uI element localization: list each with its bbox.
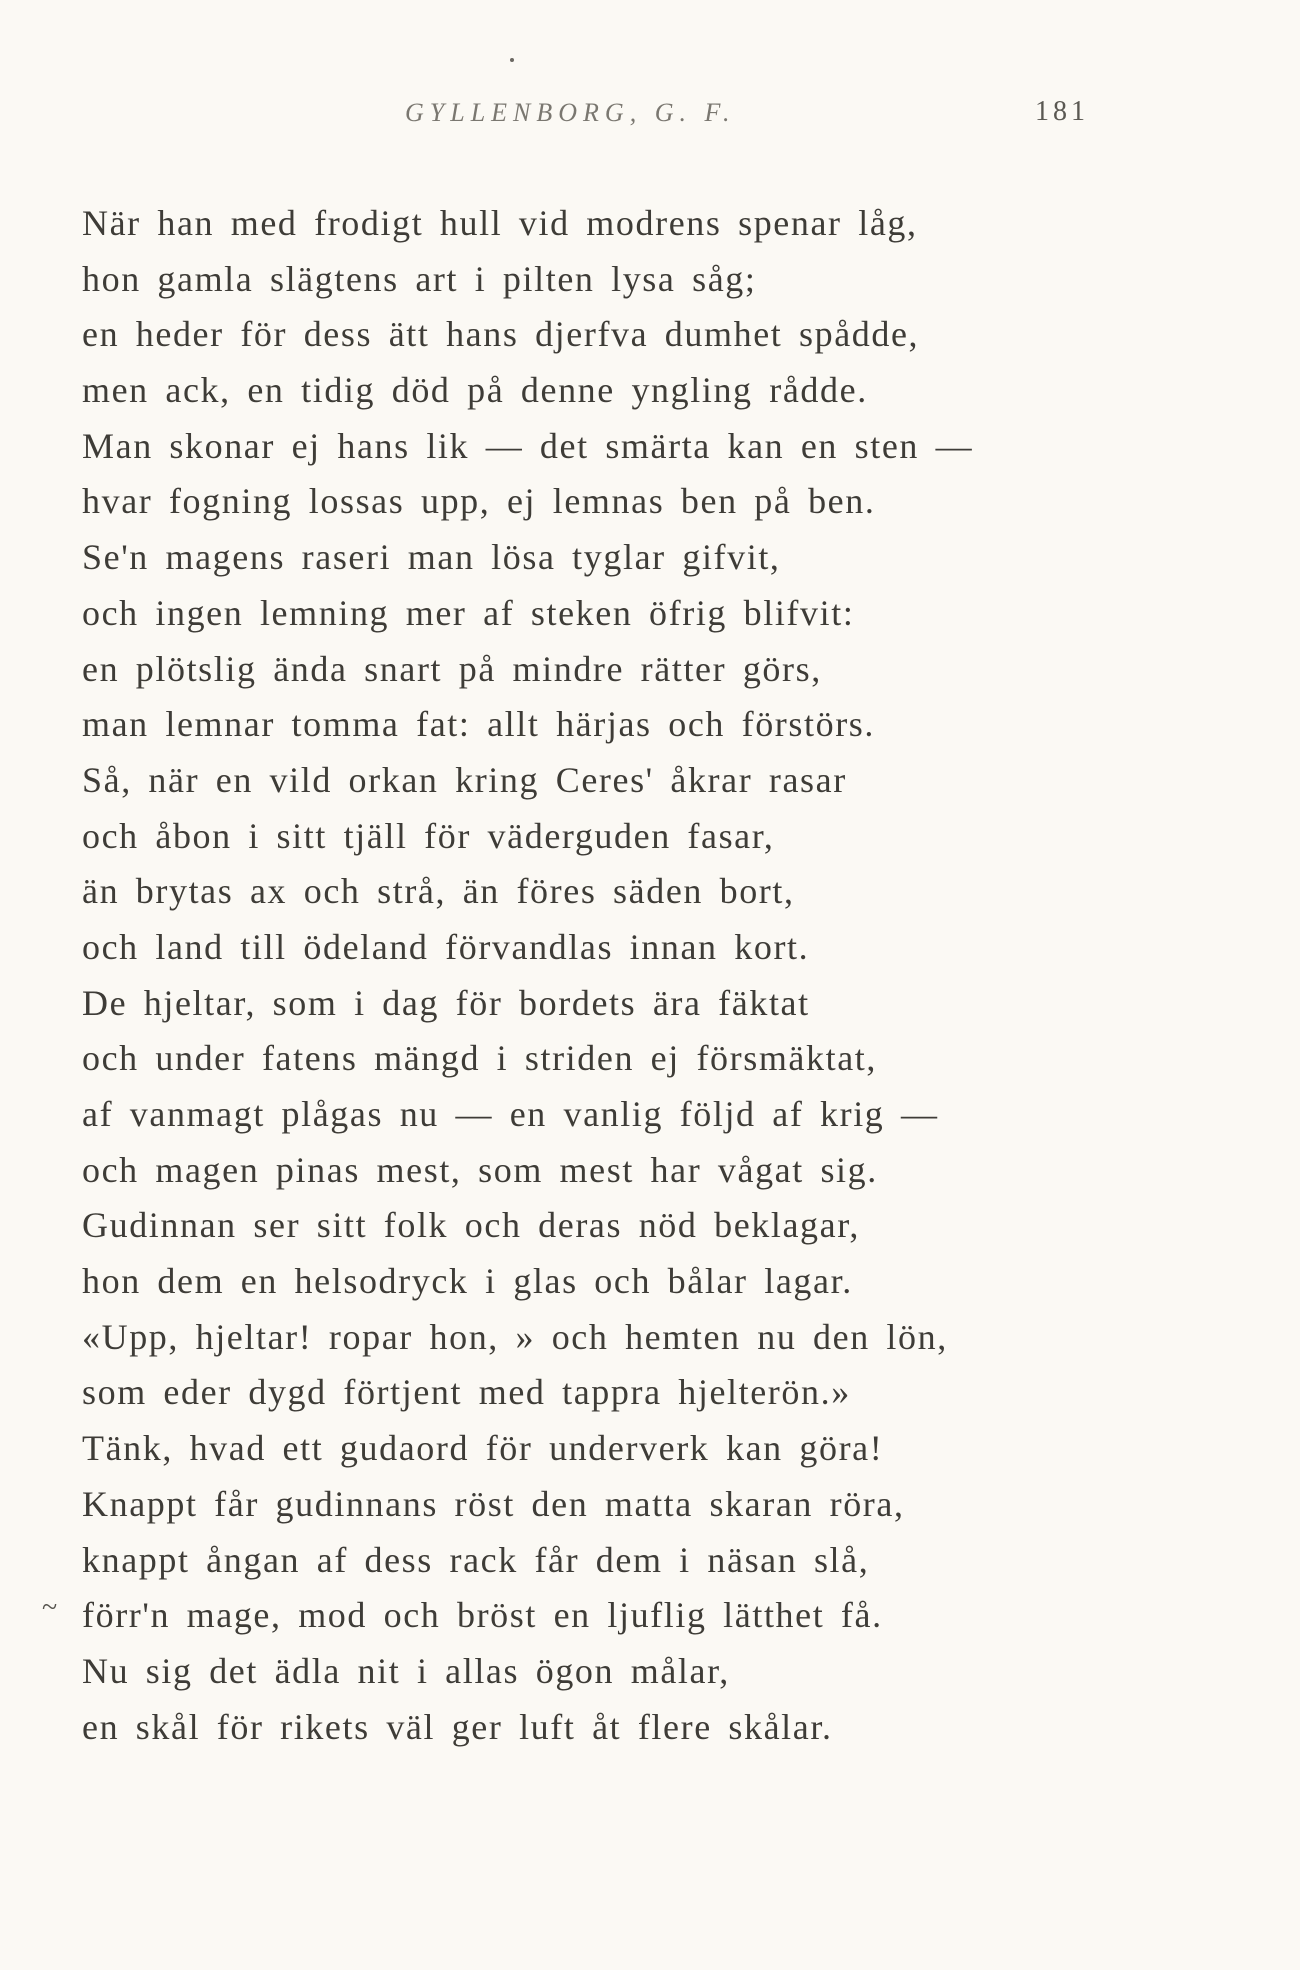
poem-line: Se'n magens raseri man lösa tyglar gifvit,	[82, 537, 781, 578]
poem-line: De hjeltar, som i dag för bordets ära fäktat	[82, 982, 810, 1023]
poem-line: När han med frodigt hull vid modrens spenar låg,	[82, 203, 918, 243]
page-number: 181	[1035, 96, 1089, 127]
poem-line: förr'n mage, mod och bröst en ljuflig lätthet få.	[82, 1595, 883, 1636]
poem-line: Tänk, hvad ett gudaord för underverk kan göra!	[82, 1428, 884, 1469]
poem-line: knappt ångan af dess rack får dem i näsan slå,	[82, 1539, 870, 1580]
poem-line: och under fatens mängd i striden ej försmäktat,	[82, 1038, 877, 1079]
poem-line: och åbon i sitt tjäll för väderguden fasar,	[82, 815, 775, 856]
poem-line: man lemnar tomma fat: allt härjas och förstörs.	[82, 704, 875, 745]
poem-line: Nu sig det ädla nit i allas ögon målar,	[82, 1650, 730, 1691]
poem-line: men ack, en tidig död på denne yngling rådde.	[82, 370, 868, 411]
poem-line: Gudinnan ser sitt folk och deras nöd beklagar,	[82, 1205, 860, 1246]
poem-line: hon dem en helsodryck i glas och bålar lagar.	[82, 1261, 853, 1302]
poem-line: och ingen lemning mer af steken öfrig blifvit:	[82, 592, 855, 633]
poem-line: och land till ödeland förvandlas innan kort.	[82, 926, 810, 967]
header-dot	[510, 58, 514, 62]
poem-line: än brytas ax och strå, än föres säden bort,	[82, 871, 795, 912]
poem-line: «Upp, hjeltar! ropar hon, » och hemten nu den lön,	[82, 1316, 948, 1357]
poem-line: Knappt får gudinnans röst den matta skaran röra,	[82, 1483, 905, 1524]
poem-line: Så, när en vild orkan kring Ceres' åkrar rasar	[82, 759, 847, 800]
margin-mark: ~	[42, 1592, 58, 1623]
poem-line: hon gamla slägtens art i pilten lysa såg;	[82, 258, 757, 299]
poem	[82, 196, 1242, 1755]
poem-line: af vanmagt plågas nu — en vanlig följd af krig —	[82, 1094, 939, 1134]
poem-line: som eder dygd förtjent med tappra hjelterön.»	[82, 1372, 851, 1413]
poem-line: hvar fogning lossas upp, ej lemnas ben på ben.	[82, 481, 876, 522]
poem-line: en heder för dess ätt hans djerfva dumhet spådde,	[82, 314, 920, 355]
poem-line: en plötslig ända snart på mindre rätter görs,	[82, 648, 822, 689]
poem-line: Man skonar ej hans lik — det smärta kan en sten —	[82, 425, 974, 466]
running-head: GYLLENBORG, G. F.	[405, 98, 736, 127]
poem-line: en skål för rikets väl ger luft åt flere skålar.	[82, 1706, 833, 1747]
poem-line: och magen pinas mest, som mest har vågat sig.	[82, 1149, 878, 1190]
